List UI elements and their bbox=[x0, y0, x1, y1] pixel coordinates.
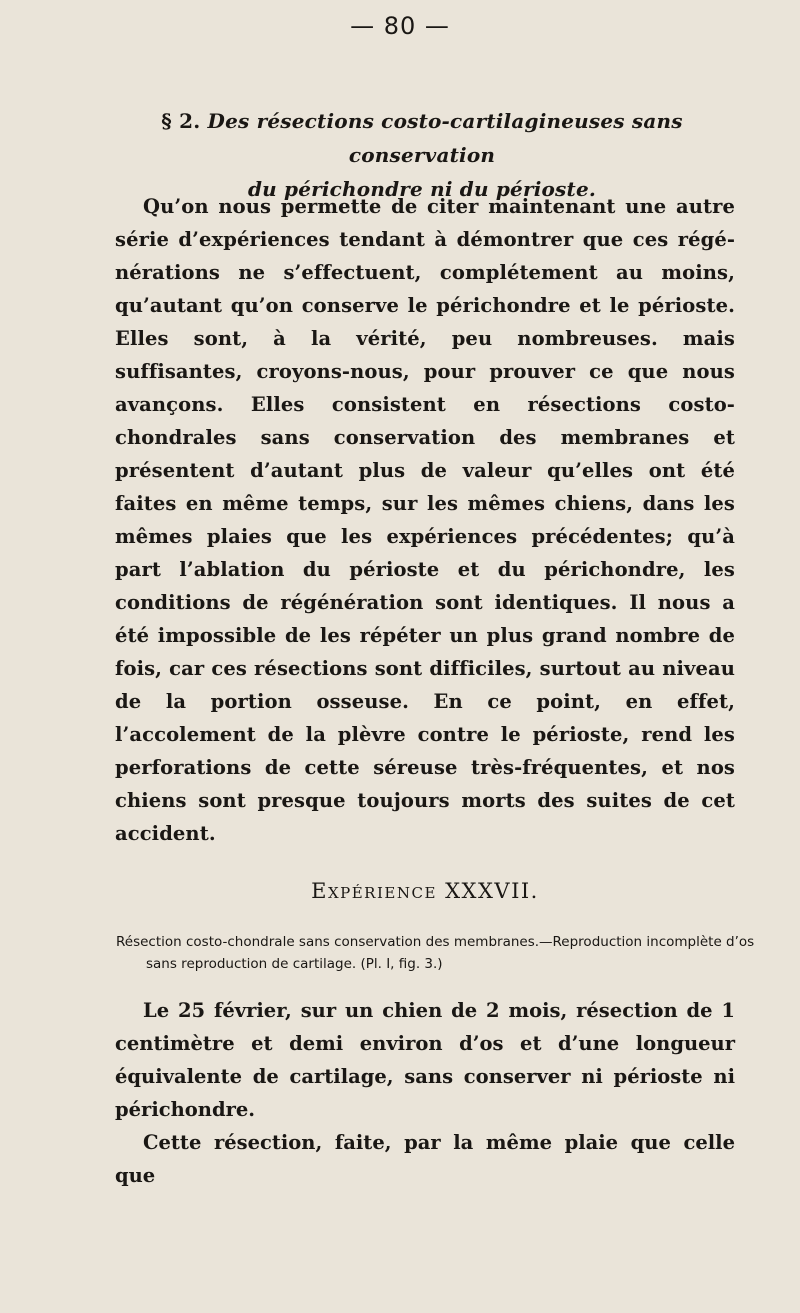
experience-paragraph-2: Cette résection, faite, par la même plaie que celle que bbox=[115, 1131, 735, 1187]
page-number: — 80 — bbox=[350, 12, 450, 40]
experience-heading: Expérience XXXVII. bbox=[311, 879, 539, 903]
section-title-line2: du périchondre ni du périoste. bbox=[247, 177, 597, 201]
experience-paragraph-1: Le 25 février, sur un chien de 2 mois, résection de 1 centimètre et demi environ d’os et d’une longueur équivalente de cartilage, sans conserver ni périoste ni périchondre. bbox=[115, 999, 735, 1121]
experience-caption: Résection costo-chondrale sans conservation des membranes.—Reproduction incomplète d’os sans reproduction de cartilage. (Pl. I, fig. 3.) bbox=[116, 934, 755, 972]
section-number: § 2. bbox=[161, 109, 201, 133]
section-title-line1: Des résections costo-cartilagineuses sans conservation bbox=[207, 109, 683, 167]
body-paragraph: Qu’on nous permette de citer maintenant une autre série d’expériences tendant à démontrer que ces régénérations ne s’effectuent, complétement au moins, qu’autant qu’on conserve le périchondre et le périoste. Elles sont, à la vérité, peu nombreuses. mais suffisantes, croyons-nous, pour prouver ce que nous avançons. Elles consistent en résections costo-chondrales sans conservation des membranes et présentent d’autant plus de valeur qu’elles ont été faites en même temps, sur les mêmes chiens, dans les mêmes plaies que les expériences précédentes; qu’à part l’ablation du périoste et du périchondre, les conditions de régénération sont identiques. Il nous a été impossible de les répéter un plus grand nombre de fois, car ces résections sont difficiles, surtout au niveau de la portion osseuse. En ce point, en effet, l’accolement de la plèvre contre le périoste, rend les perforations de cette séreuse très-fréquentes, et nos chiens sont presque toujours morts des suites de cet accident. bbox=[115, 195, 735, 845]
